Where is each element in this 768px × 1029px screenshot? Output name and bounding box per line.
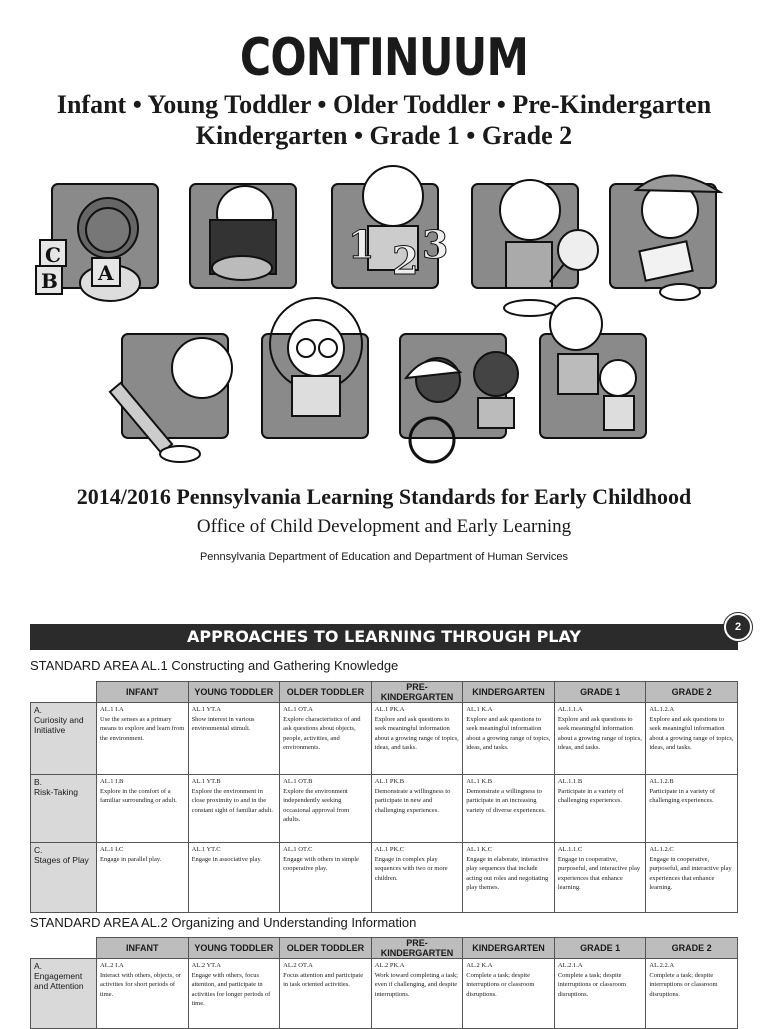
standard-code: AL.1.1.C: [557, 846, 583, 853]
standard-code: AL.1.2.B: [649, 778, 674, 785]
table-row: [31, 959, 738, 1029]
standard-cell: [554, 959, 646, 1029]
grade2-child-b: [550, 298, 602, 350]
table-header: [31, 938, 738, 959]
standard-code: AL.1 YT.B: [191, 778, 221, 785]
standard-text: Explore and ask questions to seek meaningful information about a growing range of topics, ideas, and tasks.: [649, 715, 734, 751]
standard-cell: [97, 843, 189, 913]
standard-code: AL.1 K.C: [466, 846, 493, 853]
column-header: YOUNG TODDLER: [188, 682, 280, 703]
standard-area-2-title: STANDARD AREA AL.2 Organizing and Understanding Information: [30, 915, 417, 930]
standard-text: Explore and ask questions to seek meaningful information about a growing range of topics, ideas, and tasks.: [374, 715, 459, 751]
standard-cell: [554, 775, 646, 843]
table-body: [31, 959, 738, 1029]
column-header: INFANT: [97, 682, 189, 703]
standard-code: AL.2 K.A: [466, 962, 493, 969]
standard-code: AL.1 PK.C: [374, 846, 405, 853]
numeral-3: 3: [422, 222, 449, 267]
table-body: [31, 703, 738, 913]
grade1-child-a: [172, 338, 232, 398]
column-header: KINDERGARTEN: [463, 682, 555, 703]
standard-text: Complete a task; despite interruptions or classroom disruptions.: [557, 971, 627, 998]
standard-cell: [371, 775, 463, 843]
prek-child: [500, 180, 560, 240]
standard-cell: [554, 703, 646, 775]
standard-cell: [188, 843, 280, 913]
standard-cell: [97, 775, 189, 843]
numeral-1: 1: [348, 222, 375, 267]
standard-text: Explore and ask questions to seek meaningful information about a growing range of topics, ideas, and tasks.: [557, 715, 642, 751]
standard-cell: [463, 843, 555, 913]
standard-cell: [97, 703, 189, 775]
standard-cell: [188, 703, 280, 775]
standard-cell: [646, 843, 738, 913]
standard-text: Participate in a variety of challenging experiences.: [557, 787, 624, 804]
standard-area-1-title: STANDARD AREA AL.1 Constructing and Gathering Knowledge: [30, 658, 399, 673]
standard-code: AL.1.1.A: [557, 706, 583, 713]
standard-code: AL.2 YT.A: [191, 962, 221, 969]
standard-code: AL.1 OT.A: [283, 706, 313, 713]
standard-cell: [463, 703, 555, 775]
column-header: GRADE 1: [554, 682, 646, 703]
page-number-badge: 2: [724, 613, 752, 641]
column-header: OLDER TODDLER: [280, 682, 372, 703]
standard-text: Explore the environment in close proximity to and in the constant sight of familiar adult.: [191, 787, 273, 814]
standard-text: Complete a task; despite interruptions or classroom disruptions.: [466, 971, 535, 998]
column-header: KINDERGARTEN: [463, 938, 555, 959]
standard-code: AL.1 OT.B: [283, 778, 313, 785]
standard-text: Participate in a variety of challenging experiences.: [649, 787, 716, 804]
standard-code: AL.1 YT.C: [191, 846, 221, 853]
column-header: PRE-KINDERGARTEN: [371, 682, 463, 703]
standard-code: AL.2 PK.A: [374, 962, 405, 969]
standard-code: AL.1.2.A: [649, 706, 675, 713]
standard-text: Engage in elaborate, interactive play sequences that include acting out roles and negotiating play themes.: [466, 855, 549, 891]
standard-text: Focus attention and participate in task oriented activities.: [283, 971, 364, 988]
standard-cell: [188, 775, 280, 843]
table-row: [31, 703, 738, 775]
header-blank: [31, 938, 97, 959]
block-b: B: [41, 269, 58, 293]
standard-cell: [280, 843, 372, 913]
standard-text: Use the senses as a primary means to explore and learn from the environment.: [100, 715, 185, 742]
standard-cell: [646, 959, 738, 1029]
row-header: A. Curiosity and Initiative: [31, 703, 97, 775]
older-toddler-child: [363, 166, 423, 226]
standard-text: Explore and ask questions to seek meaningful information about a growing range of topics, ideas, and tasks.: [466, 715, 551, 751]
standard-text: Explore characteristics of and ask questions about objects, people, activities, and environments.: [283, 715, 361, 751]
block-c: C: [45, 243, 61, 267]
standard-cell: [280, 959, 372, 1029]
standard-code: AL.1 I.B: [100, 778, 124, 785]
page-title: CONTINUUM: [239, 28, 529, 88]
standard-text: Work toward completing a task; even if challenging, and despite interruptions.: [374, 971, 458, 998]
column-header: OLDER TODDLER: [280, 938, 372, 959]
standard-text: Engage with others, focus attention, and participate in activities for longer periods of time.: [191, 971, 271, 1007]
standard-code: AL.1 K.B: [466, 778, 493, 785]
standard-cell: [371, 959, 463, 1029]
standard-code: AL.2.2.A: [649, 962, 675, 969]
standard-code: AL.2 OT.A: [283, 962, 313, 969]
department-title: Pennsylvania Department of Education and Department of Human Services: [199, 551, 569, 563]
column-header: INFANT: [97, 938, 189, 959]
row-header: A. Engagement and Attention: [31, 959, 97, 1029]
block-a: A: [98, 261, 114, 285]
column-header: PRE-KINDERGARTEN: [371, 938, 463, 959]
age-levels-line-2: Kindergarten • Grade 1 • Grade 2: [195, 121, 573, 150]
standard-text: Engage in associative play.: [191, 855, 262, 863]
standard-cell: [463, 775, 555, 843]
row-header: B. Risk-Taking: [31, 775, 97, 843]
standard-code: AL.1.1.B: [557, 778, 583, 785]
row-header: C. Stages of Play: [31, 843, 97, 913]
standards-title: 2014/2016 Pennsylvania Learning Standards for Early Childhood: [76, 484, 692, 509]
standard-area-2-table: [30, 937, 738, 1029]
standard-code: AL.1 OT.C: [283, 846, 313, 853]
age-levels-line-1: Infant • Young Toddler • Older Toddler • Pre-Kindergarten: [56, 90, 712, 119]
standard-text: Show interest in various environmental stimuli.: [191, 715, 255, 732]
column-header: GRADE 2: [646, 938, 738, 959]
standard-text: Complete a task; despite interruptions or classroom disruptions.: [649, 971, 718, 998]
standard-text: Engage in complex play sequences with two or more children.: [374, 855, 448, 882]
standard-area-1-table: [30, 681, 738, 913]
column-header: GRADE 2: [646, 682, 738, 703]
column-header: YOUNG TODDLER: [188, 938, 280, 959]
standard-cell: [371, 843, 463, 913]
standard-text: Engage in cooperative, purposeful, and interactive play experiences that enhance learning.: [557, 855, 641, 891]
column-header: GRADE 1: [554, 938, 646, 959]
standard-cell: [188, 959, 280, 1029]
standard-cell: [463, 959, 555, 1029]
standard-code: AL.2 I.A: [100, 962, 124, 969]
header-blank: [31, 682, 97, 703]
standard-cell: [97, 959, 189, 1029]
standard-text: Explore in the comfort of a familiar surrounding or adult.: [100, 787, 177, 804]
standard-cell: [371, 703, 463, 775]
standard-code: AL.1 PK.A: [374, 706, 405, 713]
standard-code: AL.1 I.A: [100, 706, 124, 713]
standard-cell: [280, 703, 372, 775]
office-title: Office of Child Development and Early Learning: [196, 516, 572, 537]
table-header: [31, 682, 738, 703]
standard-code: AL.1 I.C: [100, 846, 124, 853]
standard-code: AL.1 K.A: [466, 706, 493, 713]
numeral-2: 2: [392, 238, 419, 283]
table-row: [31, 843, 738, 913]
standard-code: AL.1 YT.A: [191, 706, 221, 713]
standard-text: Demonstrate a willingness to participate in an increasing variety of diverse experiences.: [466, 787, 546, 814]
table-row: [31, 775, 738, 843]
standard-cell: [646, 703, 738, 775]
standard-text: Engage with others in simple cooperative play.: [283, 855, 359, 872]
standard-text: Demonstrate a willingness to participate in new and challenging experiences.: [374, 787, 451, 814]
standard-cell: [646, 775, 738, 843]
standard-code: AL.1 PK.B: [374, 778, 405, 785]
standard-code: AL.2.1.A: [557, 962, 583, 969]
standard-cell: [554, 843, 646, 913]
standard-text: Interact with others, objects, or activities for short periods of time.: [100, 971, 181, 998]
standard-text: Engage in cooperative, purposeful, and interactive play experiences that enhance learning.: [649, 855, 732, 891]
standard-code: AL.1.2.C: [649, 846, 674, 853]
children-illustration: [30, 158, 740, 466]
standard-cell: [280, 775, 372, 843]
section-banner: APPROACHES TO LEARNING THROUGH PLAY: [30, 624, 738, 650]
standard-text: Engage in parallel play.: [100, 855, 162, 863]
standard-text: Explore the environment independently seeking occasional approval from adults.: [283, 787, 350, 823]
